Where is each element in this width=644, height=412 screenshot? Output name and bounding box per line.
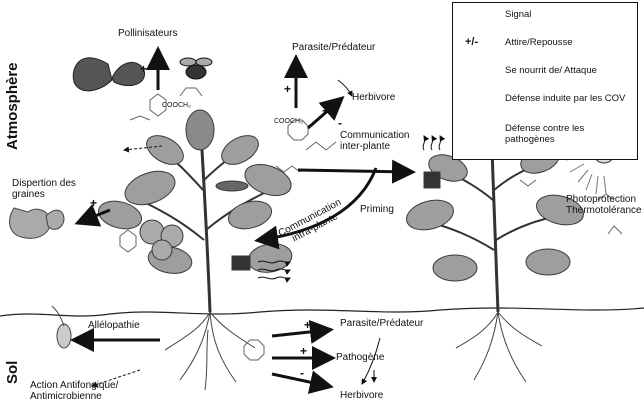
- label-priming: Priming: [360, 204, 394, 215]
- right-plant: [403, 122, 587, 382]
- legend-item-voc: [453, 89, 639, 117]
- sign-parasite-top: +: [284, 82, 292, 96]
- attack-arrows: [338, 80, 380, 384]
- label-allelopathy: Allélopathie: [88, 320, 140, 331]
- legend-item-pathogen-defense: [453, 119, 639, 147]
- butterfly-icon: [73, 58, 144, 91]
- plus-minus-icon: +/-: [465, 36, 479, 48]
- legend: [452, 2, 638, 160]
- sign-parasite-soil: +: [304, 318, 312, 332]
- label-pathogen: Pathogène: [336, 352, 385, 363]
- legend-item-attract: [453, 33, 639, 61]
- section-soil: Sol: [4, 360, 21, 384]
- label-pollinators: Pollinisateurs: [118, 28, 178, 39]
- sign-herbivore-soil: -: [300, 366, 304, 380]
- label-parasite-soil: Parasite/Prédateur: [340, 318, 424, 329]
- soil-line: [0, 308, 644, 316]
- arrow-parasite-soil: [272, 330, 328, 336]
- legend-item-feeds: [453, 61, 639, 89]
- seedling-icon: [52, 306, 71, 348]
- sign-herbivore-plus: +: [322, 104, 330, 118]
- section-atmosphere: Atmosphère: [4, 62, 21, 150]
- label-comm-intra: Communication intra-plante: [276, 196, 344, 245]
- sign-pollinators: +: [140, 62, 148, 76]
- chem-formula-2: COOCH₃: [274, 118, 303, 125]
- label-herbivore-top: Herbivore: [352, 92, 396, 103]
- label-antifungal: Action Antifongique/ Antimicrobienne: [30, 380, 119, 402]
- arrow-inter-plant: [298, 170, 410, 172]
- legend-label: Se nourrit de/ Attaque: [505, 65, 597, 76]
- sign-seed: +: [90, 196, 98, 210]
- squirrel-icon: [10, 208, 64, 238]
- bee-icon: [180, 58, 212, 79]
- label-seed-dispersal: Dispertion des graines: [12, 178, 76, 200]
- sign-pathogen: +: [300, 344, 308, 358]
- legend-label: Attire/Repousse: [505, 37, 573, 48]
- legend-label: Défense induite par les COV: [505, 93, 626, 104]
- chem-formula: COOCH₃: [162, 102, 191, 109]
- legend-item-signal: [453, 5, 639, 33]
- label-parasite-top: Parasite/Prédateur: [292, 42, 376, 53]
- label-herbivore-soil: Herbivore: [340, 390, 384, 401]
- label-comm-inter: Communication inter-plante: [340, 130, 410, 152]
- label-photoprotection: Photoprotection Thermotolérance: [566, 194, 642, 216]
- legend-label: Signal: [505, 9, 532, 20]
- legend-label: Défense contre les pathogènes: [505, 123, 585, 145]
- sign-herbivore-minus: -: [338, 116, 342, 130]
